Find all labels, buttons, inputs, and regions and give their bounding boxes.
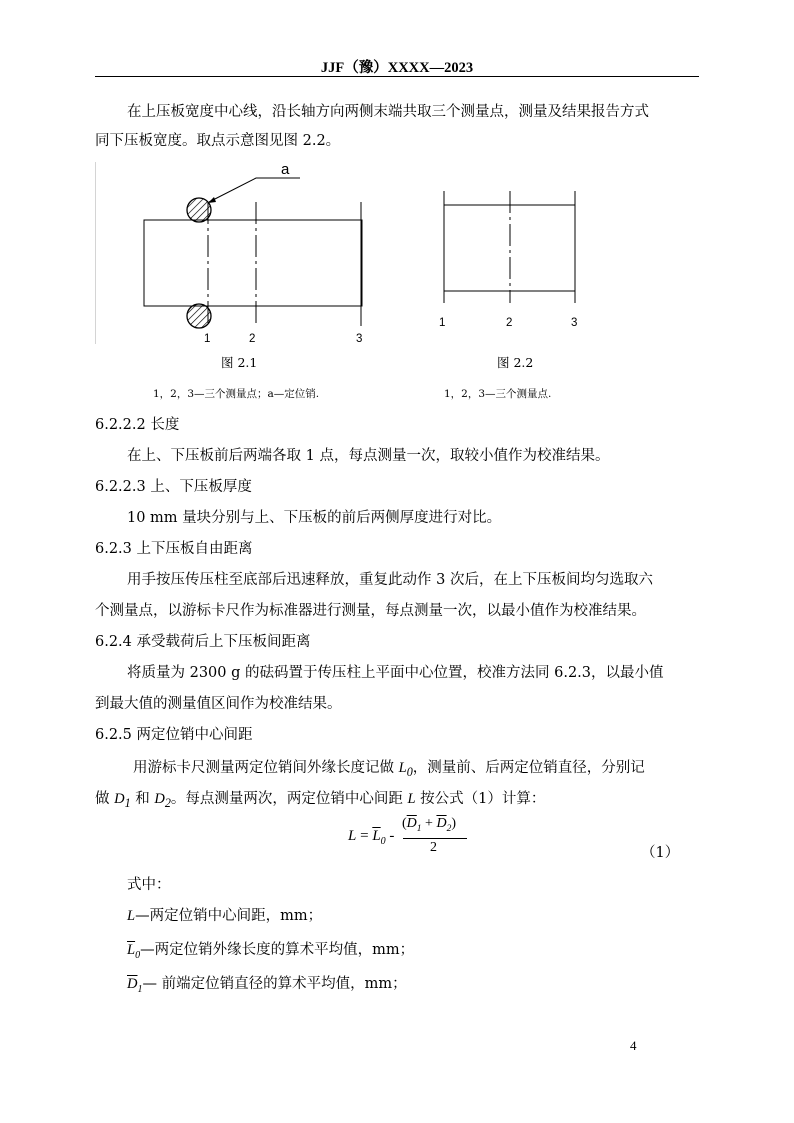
where-item-l: L—两定位销中心间距，mm； — [127, 908, 323, 924]
formula-lhs: L — [348, 828, 357, 844]
point-label-3: 3 — [571, 317, 578, 329]
section-6-2-3-heading: 6.2.3 上下压板自由距离 — [95, 541, 253, 557]
section-6-2-4-heading: 6.2.4 承受载荷后上下压板间距离 — [95, 634, 311, 650]
var-l0: L — [398, 760, 407, 776]
header-rule — [95, 76, 699, 77]
section-6-2-5-line-1: 用游标卡尺测量两定位销间外缘长度记做 $L_0$，测量前、后两定位销直径，分别记 — [133, 760, 645, 779]
section-6-2-2-3-heading: 6.2.2.3 上、下压板厚度 — [95, 479, 252, 495]
formula-denominator: 2 — [430, 840, 437, 855]
locating-pin-top — [187, 198, 211, 222]
fraction-bar — [403, 838, 467, 839]
callout-leader — [209, 178, 256, 202]
section-6-2-5-heading: 6.2.5 两定位销中心间距 — [95, 727, 253, 743]
formula-l0: $\overline{L}$ — [372, 828, 381, 844]
formula-number: （1） — [641, 845, 680, 861]
section-6-2-4-line-1: 将质量为 2300 g 的砝码置于传压柱上平面中心位置，校准方法同 6.2.3，以最小值 — [127, 665, 664, 681]
section-6-2-5-line-2: 做 $D_1$ 和 $D_2$。每点测量两次，两定位销中心间距 L 按公式（1）计算： — [95, 791, 546, 810]
where-intro: 式中： — [127, 877, 171, 893]
figure-2-2-diagram — [430, 188, 590, 333]
callout-arrowhead — [208, 197, 216, 203]
section-6-2-3-line-1: 用手按压传压柱至底部后迅速释放，重复此动作 3 次后，在上下压板间均匀选取六 — [127, 572, 653, 588]
where-item-d1: $\overline{D}_1—$ 前端定位销直径的算术平均值，mm； — [127, 976, 407, 995]
locating-pin-bottom — [187, 304, 211, 328]
running-header: JJF（豫）XXXX—2023 — [320, 60, 474, 76]
figure-2-1-note: 1，2，3—三个测量点；a—定位销. — [153, 388, 320, 400]
figure-2-2-note: 1，2，3—三个测量点. — [444, 388, 552, 400]
intro-line-1: 在上压板宽度中心线，沿长轴方向两侧末端共取三个测量点，测量及结果报告方式 — [127, 104, 649, 120]
section-6-2-4-line-2: 到最大值的测量值区间作为校准结果。 — [95, 696, 342, 712]
figure-2-1-caption: 图 2.1 — [221, 355, 258, 370]
where-item-l0: $\overline{L}_0—$两定位销外缘长度的算术平均值，mm； — [127, 942, 415, 961]
figure-2-2-caption: 图 2.2 — [497, 355, 534, 370]
page-number: 4 — [630, 1038, 637, 1053]
formula-numerator: $(\overline{D}_1 + \overline{D}_2)$ — [402, 816, 456, 834]
point-label-1: 1 — [204, 333, 211, 345]
section-6-2-3-line-2: 个测量点，以游标卡尺作为标准器进行测量，每点测量一次，以最小值作为校准结果。 — [95, 603, 646, 619]
figure-2-1-diagram — [95, 158, 395, 348]
section-6-2-2-2-text: 在上、下压板前后两端各取 1 点，每点测量一次，取较小值作为校准结果。 — [127, 448, 610, 464]
callout-label: a — [281, 161, 290, 178]
section-6-2-2-3-text: 10 mm 量块分别与上、下压板的前后两侧厚度进行对比。 — [127, 510, 502, 526]
section-6-2-2-2-heading: 6.2.2.2 长度 — [95, 417, 180, 433]
point-label-1: 1 — [439, 317, 446, 329]
point-label-2: 2 — [249, 333, 256, 345]
point-label-2: 2 — [506, 317, 513, 329]
plate-rectangle — [144, 220, 362, 306]
point-label-3: 3 — [356, 333, 363, 345]
intro-line-2: 同下压板宽度。取点示意图见图 2.2。 — [95, 133, 341, 149]
